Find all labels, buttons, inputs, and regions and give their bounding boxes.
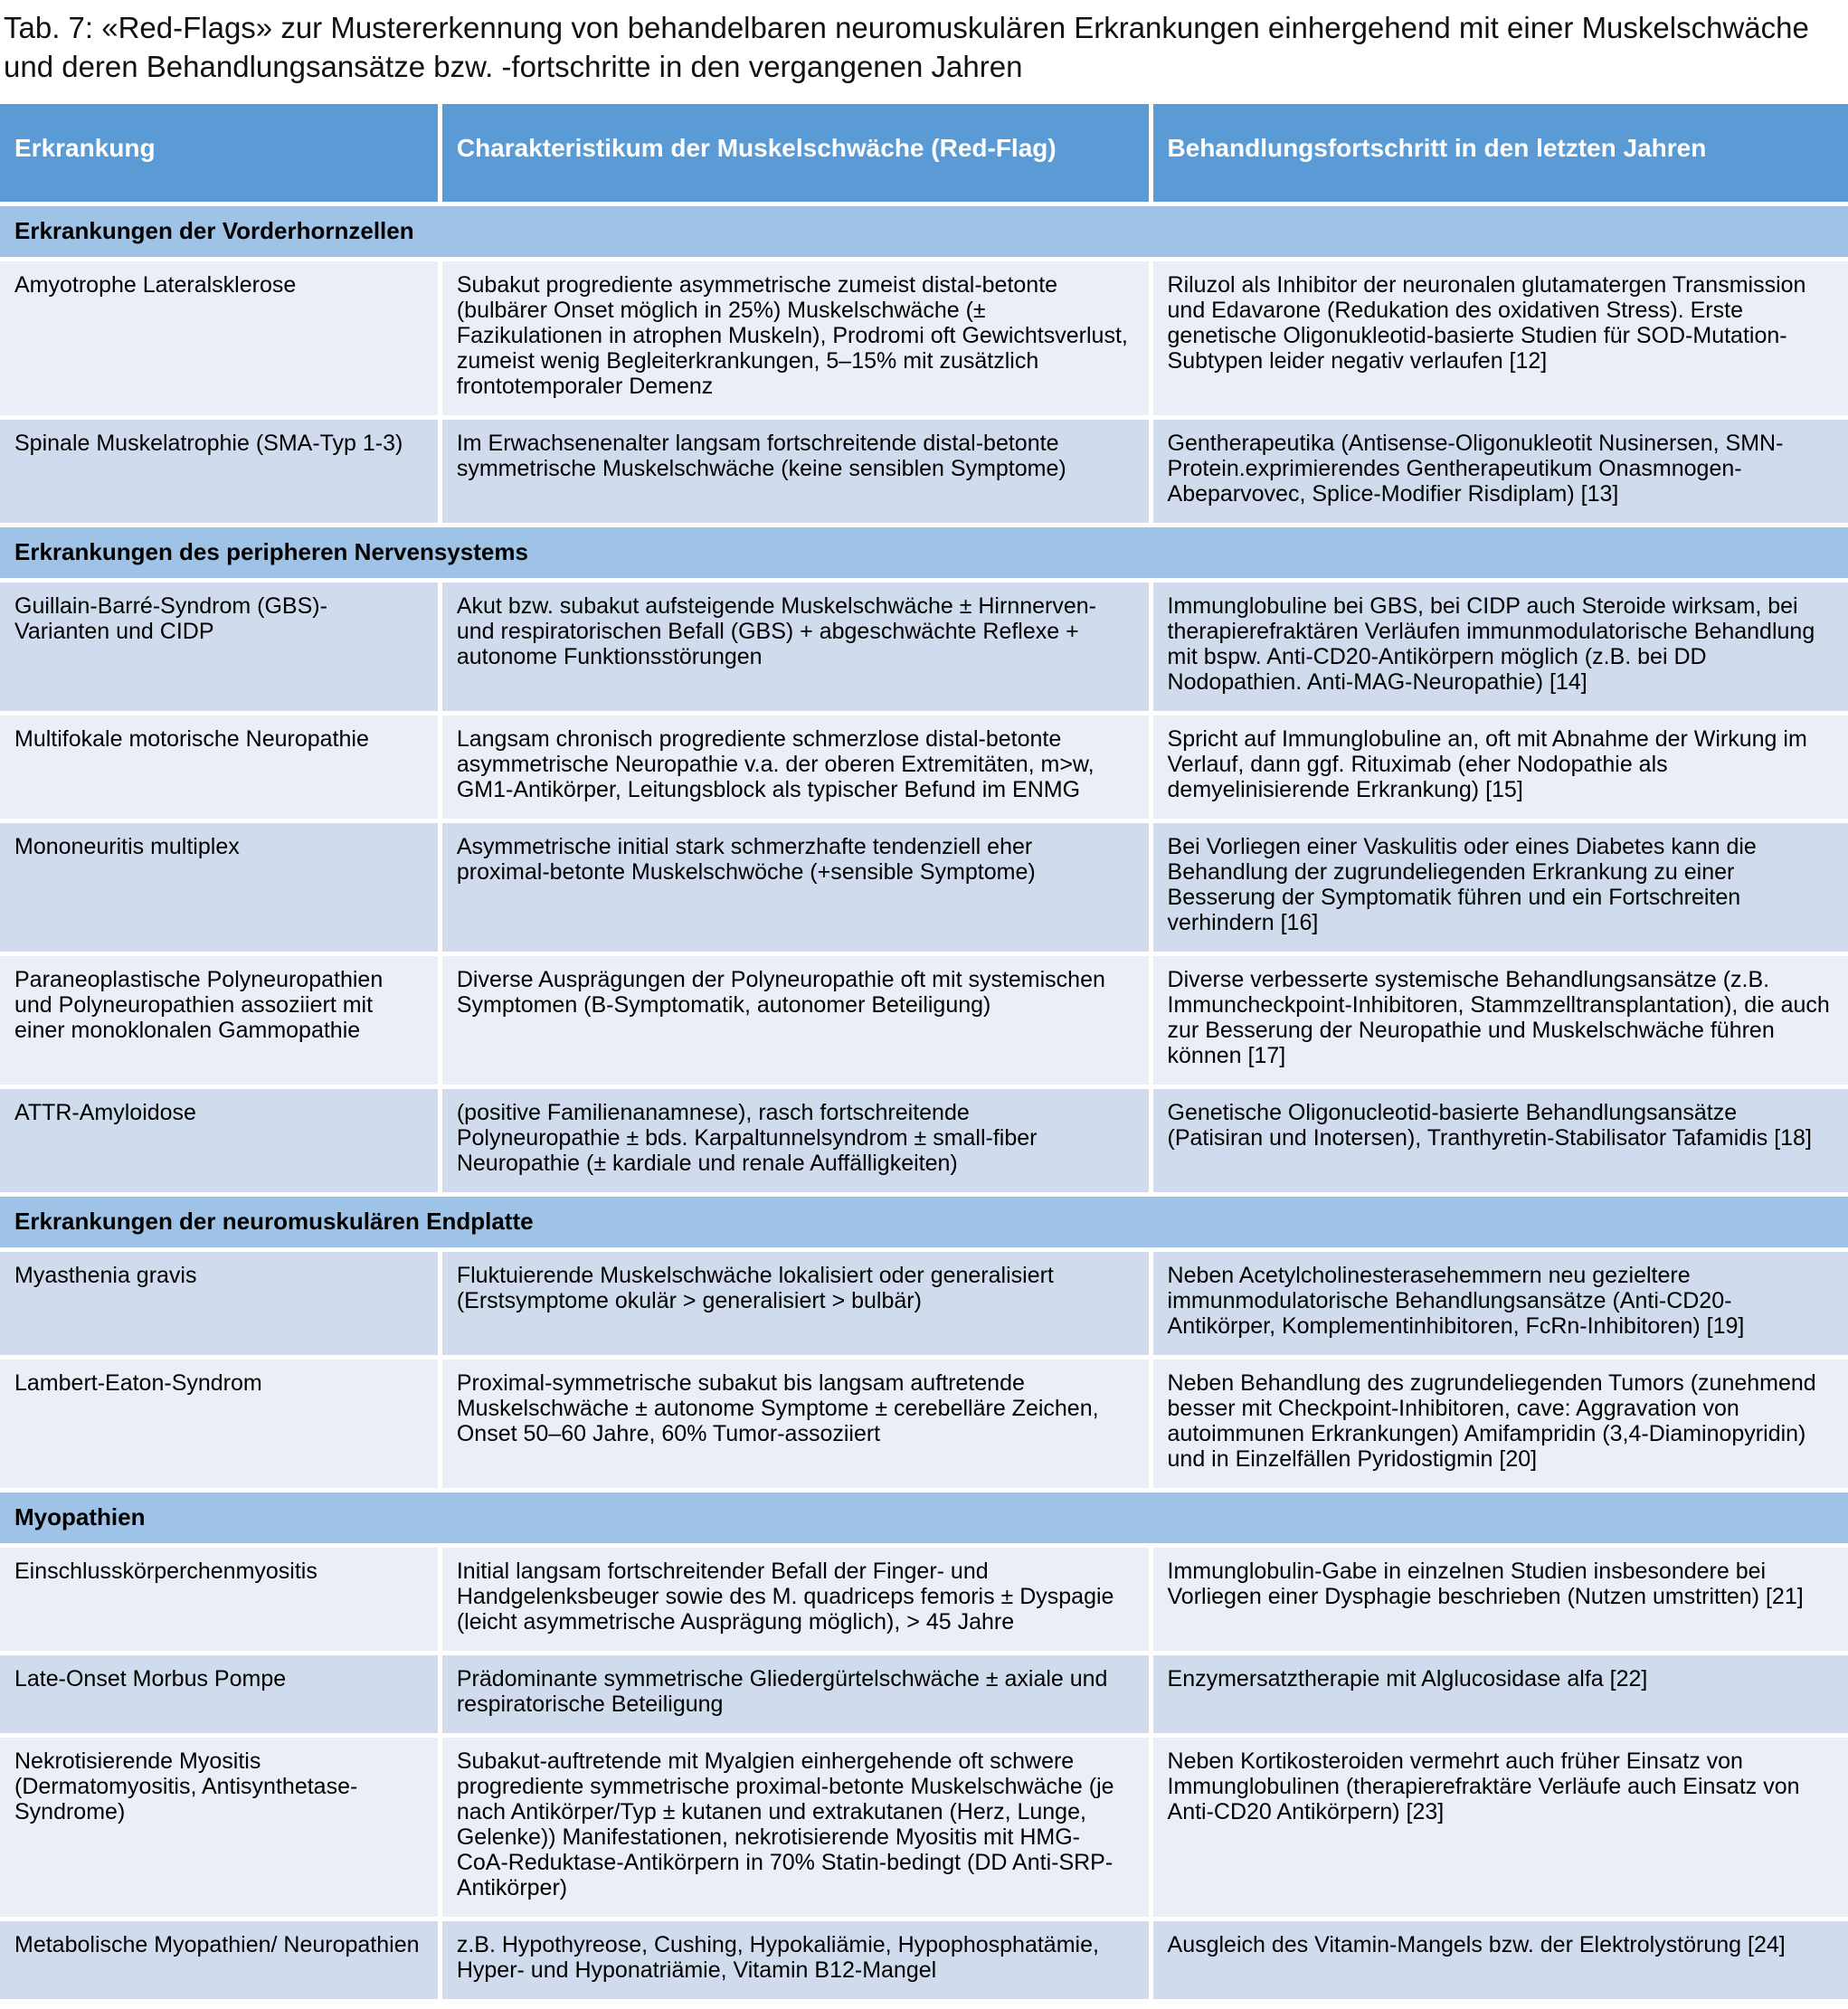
disease-cell: Guillain-Barré-Syndrom (GBS)-Varianten und CIDP — [0, 583, 438, 711]
table-row — [0, 1738, 1848, 1917]
disease-cell: Paraneoplastische Polyneuropathien und Polyneuropathien assoziiert mit einer monoklonalen Gammopathie — [0, 956, 438, 1085]
red-flag-cell: Im Erwachsenenalter langsam fortschreitende distal-betonte symmetrische Muskelschwäche (keine sensiblen Symptome) — [442, 420, 1149, 523]
table-row — [0, 1360, 1848, 1488]
section-header-row — [0, 206, 1848, 257]
red-flag-cell: Proximal-symmetrische subakut bis langsam auftretende Muskelschwäche ± autonome Symptome ± cerebelläre Zeichen, Onset 50–60 Jahre, 60% Tumor-assoziiert — [442, 1360, 1149, 1488]
disease-cell: Spinale Muskelatrophie (SMA-Typ 1-3) — [0, 420, 438, 523]
red-flag-cell: Akut bzw. subakut aufsteigende Muskelschwäche ± Hirnnerven- und respiratorischen Befall (GBS) + abgeschwächte Reflexe + autonome Funktionsstörungen — [442, 583, 1149, 711]
disease-cell: Nekrotisierende Myositis (Dermatomyositis, Antisynthetase-Syndrome) — [0, 1738, 438, 1917]
red-flag-cell: Diverse Ausprägungen der Polyneuropathie oft mit systemischen Symptomen (B-Symptomatik, autonomer Beteiligung) — [442, 956, 1149, 1085]
treatment-cell: Neben Behandlung des zugrundeliegenden Tumors (zunehmend besser mit Checkpoint-Inhibitoren, cave: Aggravation von autoimmunen Erkrankungen) Amifampridin (3,4-Diaminopyridin) und in Einzelfällen Pyridostigmin [20] — [1153, 1360, 1848, 1488]
section-header: Erkrankungen der Vorderhornzellen — [0, 206, 1848, 257]
section-header-row — [0, 527, 1848, 578]
disease-cell: Late-Onset Morbus Pompe — [0, 1655, 438, 1733]
table-row — [0, 1921, 1848, 1999]
disease-cell: Einschlusskörperchenmyositis — [0, 1548, 438, 1651]
treatment-cell: Neben Kortikosteroiden vermehrt auch früher Einsatz von Immunglobulinen (therapierefraktäre Verläufe auch Einsatz von Anti-CD20 Antikörpern) [23] — [1153, 1738, 1848, 1917]
disease-cell: Multifokale motorische Neuropathie — [0, 715, 438, 819]
treatment-cell: Gentherapeutika (Antisense-Oligonukleotit Nusinersen, SMN-Protein.exprimierendes Gentherapeutikum Onasmnogen-Abeparvovec, Splice-Modifier Risdiplam) [13] — [1153, 420, 1848, 523]
treatment-cell: Immunglobulin-Gabe in einzelnen Studien insbesondere bei Vorliegen einer Dysphagie beschrieben (Nutzen umstritten) [21] — [1153, 1548, 1848, 1651]
red-flag-cell: (positive Familienanamnese), rasch fortschreitende Polyneuropathie ± bds. Karpaltunnelsyndrom ± small-fiber Neuropathie (± kardiale und renale Auffälligkeiten) — [442, 1089, 1149, 1192]
red-flags-table — [0, 100, 1848, 2004]
table-row — [0, 715, 1848, 819]
section-header-row — [0, 1493, 1848, 1543]
red-flag-cell: Prädominante symmetrische Gliedergürtelschwäche ± axiale und respiratorische Beteiligung — [442, 1655, 1149, 1733]
red-flag-cell: z.B. Hypothyreose, Cushing, Hypokaliämie, Hypophosphatämie, Hyper- und Hyponatriämie, Vitamin B12-Mangel — [442, 1921, 1149, 1999]
treatment-cell: Neben Acetylcholinesterasehemmern neu gezieltere immunmodulatorische Behandlungsansätze (Anti-CD20-Antikörper, Komplementinhibitoren, FcRn-Inhibitoren) [19] — [1153, 1252, 1848, 1355]
table-row — [0, 1655, 1848, 1733]
treatment-cell: Bei Vorliegen einer Vaskulitis oder eines Diabetes kann die Behandlung der zugrundeliegenden Erkrankung zu einer Besserung der Symptomatik führen und ein Fortschreiten verhindern [16] — [1153, 823, 1848, 952]
disease-cell: ATTR-Amyloidose — [0, 1089, 438, 1192]
table-row — [0, 823, 1848, 952]
section-header: Myopathien — [0, 1493, 1848, 1543]
table-body — [0, 206, 1848, 1999]
red-flag-cell: Asymmetrische initial stark schmerzhafte tendenziell eher proximal-betonte Muskelschwöche (+sensible Symptome) — [442, 823, 1149, 952]
table-row — [0, 1252, 1848, 1355]
red-flag-cell: Langsam chronisch progrediente schmerzlose distal-betonte asymmetrische Neuropathie v.a. der oberen Extremitäten, m>w, GM1-Antikörper, Leitungsblock als typischer Befund im ENMG — [442, 715, 1149, 819]
treatment-cell: Immunglobuline bei GBS, bei CIDP auch Steroide wirksam, bei therapierefraktären Verläufen immunmodulatorische Behandlung mit bspw. Anti-CD20-Antikörpern möglich (z.B. bei DD Nodopathien. Anti-MAG-Neuropathie) [14] — [1153, 583, 1848, 711]
table-row — [0, 956, 1848, 1085]
header-row — [0, 104, 1848, 202]
disease-cell: Lambert-Eaton-Syndrom — [0, 1360, 438, 1488]
table-row — [0, 583, 1848, 711]
section-header: Erkrankungen der neuromuskulären Endplatte — [0, 1197, 1848, 1247]
treatment-cell: Diverse verbesserte systemische Behandlungsansätze (z.B. Immuncheckpoint-Inhibitoren, Stammzelltransplantation), die auch zur Besserung der Neuropathie und Muskelschwäche führen können [17] — [1153, 956, 1848, 1085]
treatment-cell: Genetische Oligonucleotid-basierte Behandlungsansätze (Patisiran und Inotersen), Tranthyretin-Stabilisator Tafamidis [18] — [1153, 1089, 1848, 1192]
table-row — [0, 1548, 1848, 1651]
treatment-cell: Spricht auf Immunglobuline an, oft mit Abnahme der Wirkung im Verlauf, dann ggf. Rituximab (eher Nodopathie als demyelinisierende Erkrankung) [15] — [1153, 715, 1848, 819]
disease-cell: Myasthenia gravis — [0, 1252, 438, 1355]
table-caption: Tab. 7: «Red-Flags» zur Mustererkennung von behandelbaren neuromuskulären Erkrankungen einhergehend mit einer Muskelschwäche und deren Behandlungsansätze bzw. -fortschritte in den vergangenen Jahren — [4, 11, 1809, 83]
red-flag-cell: Subakut progrediente asymmetrische zumeist distal-betonte (bulbärer Onset möglich in 25%) Muskelschwäche (± Fazikulationen in atrophen Muskeln), Prodromi oft Gewichtsverlust, zumeist wenig Begleiterkrankungen, 5–15% mit zusätzlich frontotemporaler Demenz — [442, 261, 1149, 415]
section-header: Erkrankungen des peripheren Nervensystems — [0, 527, 1848, 578]
table-row — [0, 420, 1848, 523]
column-header-behandlungsfortschritt: Behandlungsfortschritt in den letzten Jahren — [1153, 104, 1848, 202]
treatment-cell: Riluzol als Inhibitor der neuronalen glutamatergen Transmission und Edavarone (Redukation des oxidativen Stress). Erste genetische Oligonukleotid-basierte Studien für SOD-Mutation-Subtypen leider negativ verlaufen [12] — [1153, 261, 1848, 415]
red-flag-cell: Initial langsam fortschreitender Befall der Finger- und Handgelenksbeuger sowie des M. quadriceps femoris ± Dyspagie (leicht asymmetrische Ausprägung möglich), > 45 Jahre — [442, 1548, 1149, 1651]
treatment-cell: Ausgleich des Vitamin-Mangels bzw. der Elektrolystörung [24] — [1153, 1921, 1848, 1999]
column-header-erkrankung: Erkrankung — [0, 104, 438, 202]
disease-cell: Metabolische Myopathien/ Neuropathien — [0, 1921, 438, 1999]
disease-cell: Mononeuritis multiplex — [0, 823, 438, 952]
red-flag-cell: Subakut-auftretende mit Myalgien einhergehende oft schwere progrediente symmetrische proximal-betonte Muskelschwäche (je nach Antikörper/Typ ± kutanen und extrakutanen (Herz, Lunge, Gelenke)) Manifestationen, nekrotisierende Myositis mit HMG-CoA-Reduktase-Antikörpern in 70% Statin-bedingt (DD Anti-SRP-Antikörper) — [442, 1738, 1149, 1917]
table-row — [0, 261, 1848, 415]
disease-cell: Amyotrophe Lateralsklerose — [0, 261, 438, 415]
section-header-row — [0, 1197, 1848, 1247]
table-row — [0, 1089, 1848, 1192]
column-header-charakteristikum: Charakteristikum der Muskelschwäche (Red-Flag) — [442, 104, 1149, 202]
red-flag-cell: Fluktuierende Muskelschwäche lokalisiert oder generalisiert (Erstsymptome okulär > generalisiert > bulbär) — [442, 1252, 1149, 1355]
treatment-cell: Enzymersatztherapie mit Alglucosidase alfa [22] — [1153, 1655, 1848, 1733]
